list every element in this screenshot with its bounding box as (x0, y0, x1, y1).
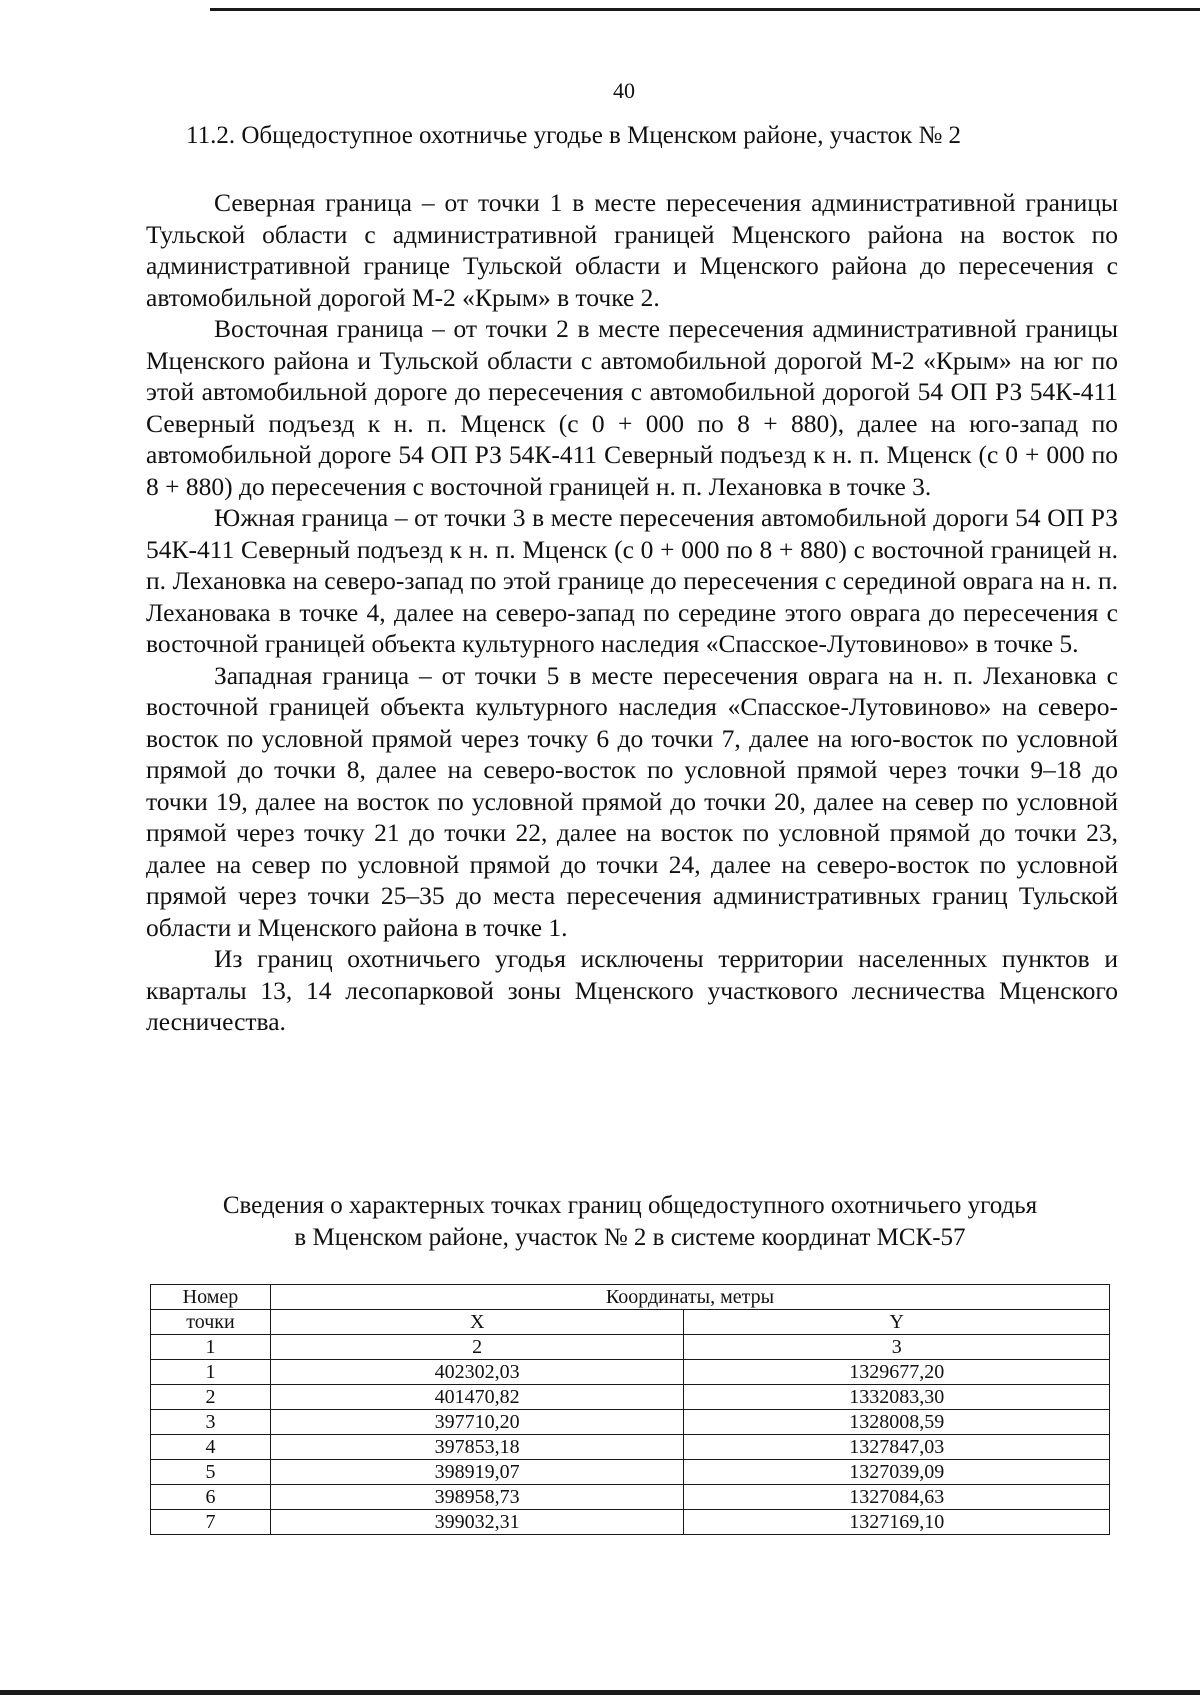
table-row (151, 1385, 1110, 1410)
coord-x: 398958,73 (270, 1485, 684, 1510)
table-title (140, 1190, 1120, 1254)
coord-y: 1327847,03 (684, 1435, 1110, 1460)
coord-x: 402302,03 (270, 1360, 684, 1385)
header-coordinates: Координаты, метры (270, 1285, 1109, 1310)
table-row (151, 1435, 1110, 1460)
column-number: 3 (684, 1335, 1110, 1360)
table-row (151, 1510, 1110, 1535)
point-number: 1 (151, 1360, 271, 1385)
body-text (146, 187, 1118, 1038)
bottom-rule (0, 1690, 1200, 1695)
column-number: 2 (270, 1335, 684, 1360)
coord-x: 397853,18 (270, 1435, 684, 1460)
coord-y: 1328008,59 (684, 1410, 1110, 1435)
table-row (151, 1460, 1110, 1485)
header-point-number-2: точки (151, 1310, 271, 1335)
paragraph-east-border: Восточная граница – от точки 2 в месте пересечения административной границы Мценского района и Тульской области с автомобильной дорогой М-2 «Крым» на юг по этой автомобильной дороге до пересечения с автомобильной дорогой 54 ОП РЗ 54К-411 Северный подъезд к н. п. Мценск (с 0 + 000 по 8 + 880), далее на юго-запад по автомобильной дороге 54 ОП РЗ 54К-411 Северный подъезд к н. п. Мценск (с 0 + 000 по 8 + 880) до пересечения с восточной границей н. п. Лехановка в точке 3. (146, 314, 1118, 501)
header-x: X (270, 1310, 684, 1335)
point-number: 7 (151, 1510, 271, 1535)
section-heading: 11.2. Общедоступное охотничье угодье в Мценском районе, участок № 2 (186, 122, 962, 149)
point-number: 2 (151, 1385, 271, 1410)
coord-y: 1329677,20 (684, 1360, 1110, 1385)
coord-y: 1327039,09 (684, 1460, 1110, 1485)
table-title-line-2: в Мценском районе, участок № 2 в системе координат МСК-57 (294, 1224, 966, 1251)
coord-x: 398919,07 (270, 1460, 684, 1485)
point-number: 4 (151, 1435, 271, 1460)
coord-x: 399032,31 (270, 1510, 684, 1535)
table-row (151, 1360, 1110, 1385)
point-number: 5 (151, 1460, 271, 1485)
table-row (151, 1485, 1110, 1510)
page-number: 40 (613, 78, 635, 103)
paragraph-south-border: Южная граница – от точки 3 в месте пересечения автомобильной дороги 54 ОП РЗ 54К-411 Северный подъезд к н. п. Мценск (с 0 + 000 по 8 + 880) с восточной границей н. п. Лехановка на северо-запад по этой границе до пересечения с серединой оврага на н. п. Лехановака в точке 4, далее на северо-запад по середине этого оврага до пересечения с восточной границей объекта культурного наследия «Спасское-Лутовиново» в точке 5. (146, 503, 1118, 658)
point-number: 6 (151, 1485, 271, 1510)
coord-y: 1327169,10 (684, 1510, 1110, 1535)
coord-x: 397710,20 (270, 1410, 684, 1435)
table-title-line-1: Сведения о характерных точках границ общедоступного охотничьего угодья (222, 1192, 1038, 1219)
coord-x: 401470,82 (270, 1385, 684, 1410)
paragraph-west-border: Западная граница – от точки 5 в месте пересечения оврага на н. п. Лехановка с восточной границей объекта культурного наследия «Спасское-Лутовиново» на северо-восток по условной прямой через точку 6 до точки 7, далее на юго-восток по условной прямой до точки 8, далее на северо-восток по условной прямой через точки 9–18 до точки 19, далее на восток по условной прямой до точки 20, далее на север по условной прямой через точку 21 до точки 22, далее на восток по условной прямой до точки 23, далее на север по условной прямой до точки 24, далее на северо-восток по условной прямой через точки 25–35 до места пересечения административных границ Тульской области и Мценского района в точке 1. (146, 660, 1118, 942)
coordinates-table (150, 1284, 1110, 1535)
column-number: 1 (151, 1335, 271, 1360)
header-y: Y (684, 1310, 1110, 1335)
coord-y: 1332083,30 (684, 1385, 1110, 1410)
paragraph-exclusions: Из границ охотничьего угодья исключены территории населенных пунктов и кварталы 13, 14 лесопарковой зоны Мценского участкового лесничества Мценского лесничества. (146, 944, 1118, 1036)
top-rule (210, 8, 1200, 11)
coord-y: 1327084,63 (684, 1485, 1110, 1510)
column-number-row (151, 1335, 1110, 1360)
paragraph-north-border: Северная граница – от точки 1 в месте пересечения административной границы Тульской области с административной границей Мценского района на восток по административной границе Тульской области и Мценского района до пересечения с автомобильной дорогой М-2 «Крым» в точке 2. (146, 188, 1118, 312)
point-number: 3 (151, 1410, 271, 1435)
table-row (151, 1410, 1110, 1435)
header-point-number-1: Номер (151, 1285, 271, 1310)
